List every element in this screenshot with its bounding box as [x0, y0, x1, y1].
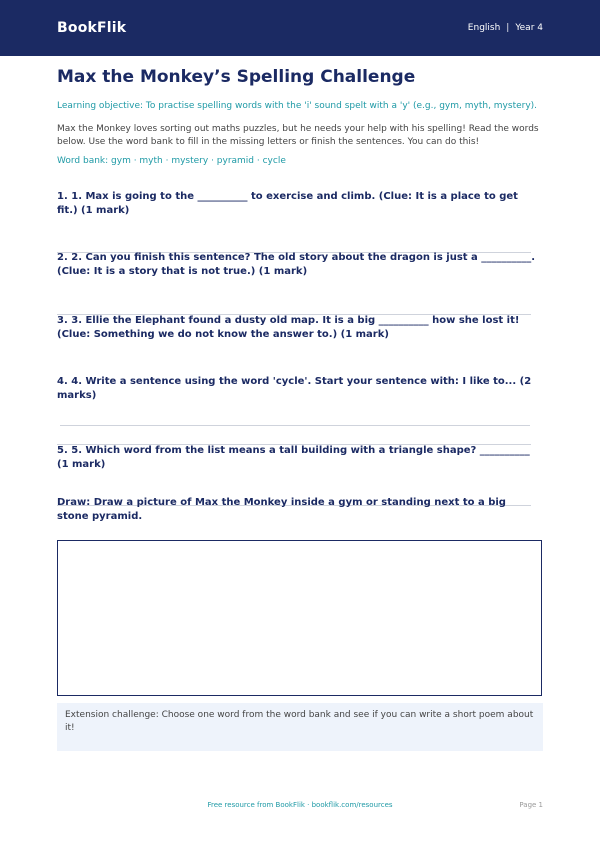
intro-paragraph: Max the Monkey loves sorting out maths puzzles, but he needs your help with his spelling! Read the words below. Use the word bank to fill in the missing letters or finish the sentences. You can do this!: [57, 124, 539, 147]
extension-text: Extension challenge: Choose one word from the word bank and see if you can write a short poem about it!: [65, 710, 534, 733]
intro-section: [57, 64, 543, 168]
header-meta: [468, 23, 543, 33]
page-header: [0, 0, 600, 56]
year-label: Year 4: [515, 23, 543, 33]
page-number: Page 1: [519, 801, 543, 809]
language-label: English: [467, 23, 501, 33]
learning-objective: Learning objective: To practise spelling words with the 'i' sound spelt with a 'y' (e.g., gym, myth, mystery).: [57, 101, 538, 111]
question-5: 5. 5. Which word from the list means a tall building with a triangle shape? __________ (1 mark): [57, 445, 530, 470]
question-1: 1. 1. Max is going to the __________ to exercise and climb. (Clue: It is a place to get fit.) (1 mark): [57, 191, 518, 216]
draw-prompt: Draw: Draw a picture of Max the Monkey inside a gym or standing next to a big stone pyramid.: [57, 497, 506, 522]
meta-separator: |: [506, 23, 510, 33]
answer-line[interactable]: [60, 425, 530, 426]
question-3: 3. 3. Ellie the Elephant found a dusty old map. It is a big __________ how she lost it! (Clue: Something we do not know the answer to.) (1 mark): [57, 315, 520, 340]
word-bank: Word bank: gym · myth · mystery · pyramid · cycle: [57, 156, 286, 166]
brand-logo-text[interactable]: BookFlik: [57, 20, 127, 36]
question-2: 2. 2. Can you finish this sentence? The old story about the dragon is just a __________. (Clue: It is a story that is not true.) (1 mark): [57, 252, 536, 277]
drawing-box[interactable]: [57, 540, 542, 696]
extension-challenge: [57, 703, 543, 751]
page-title: Max the Monkey’s Spelling Challenge: [57, 67, 416, 87]
footer-source-link[interactable]: Free resource from BookFlik · bookflik.com/resources: [207, 801, 393, 809]
question-4: 4. 4. Write a sentence using the word 'cycle'. Start your sentence with: I like to... (2 marks): [57, 376, 532, 401]
